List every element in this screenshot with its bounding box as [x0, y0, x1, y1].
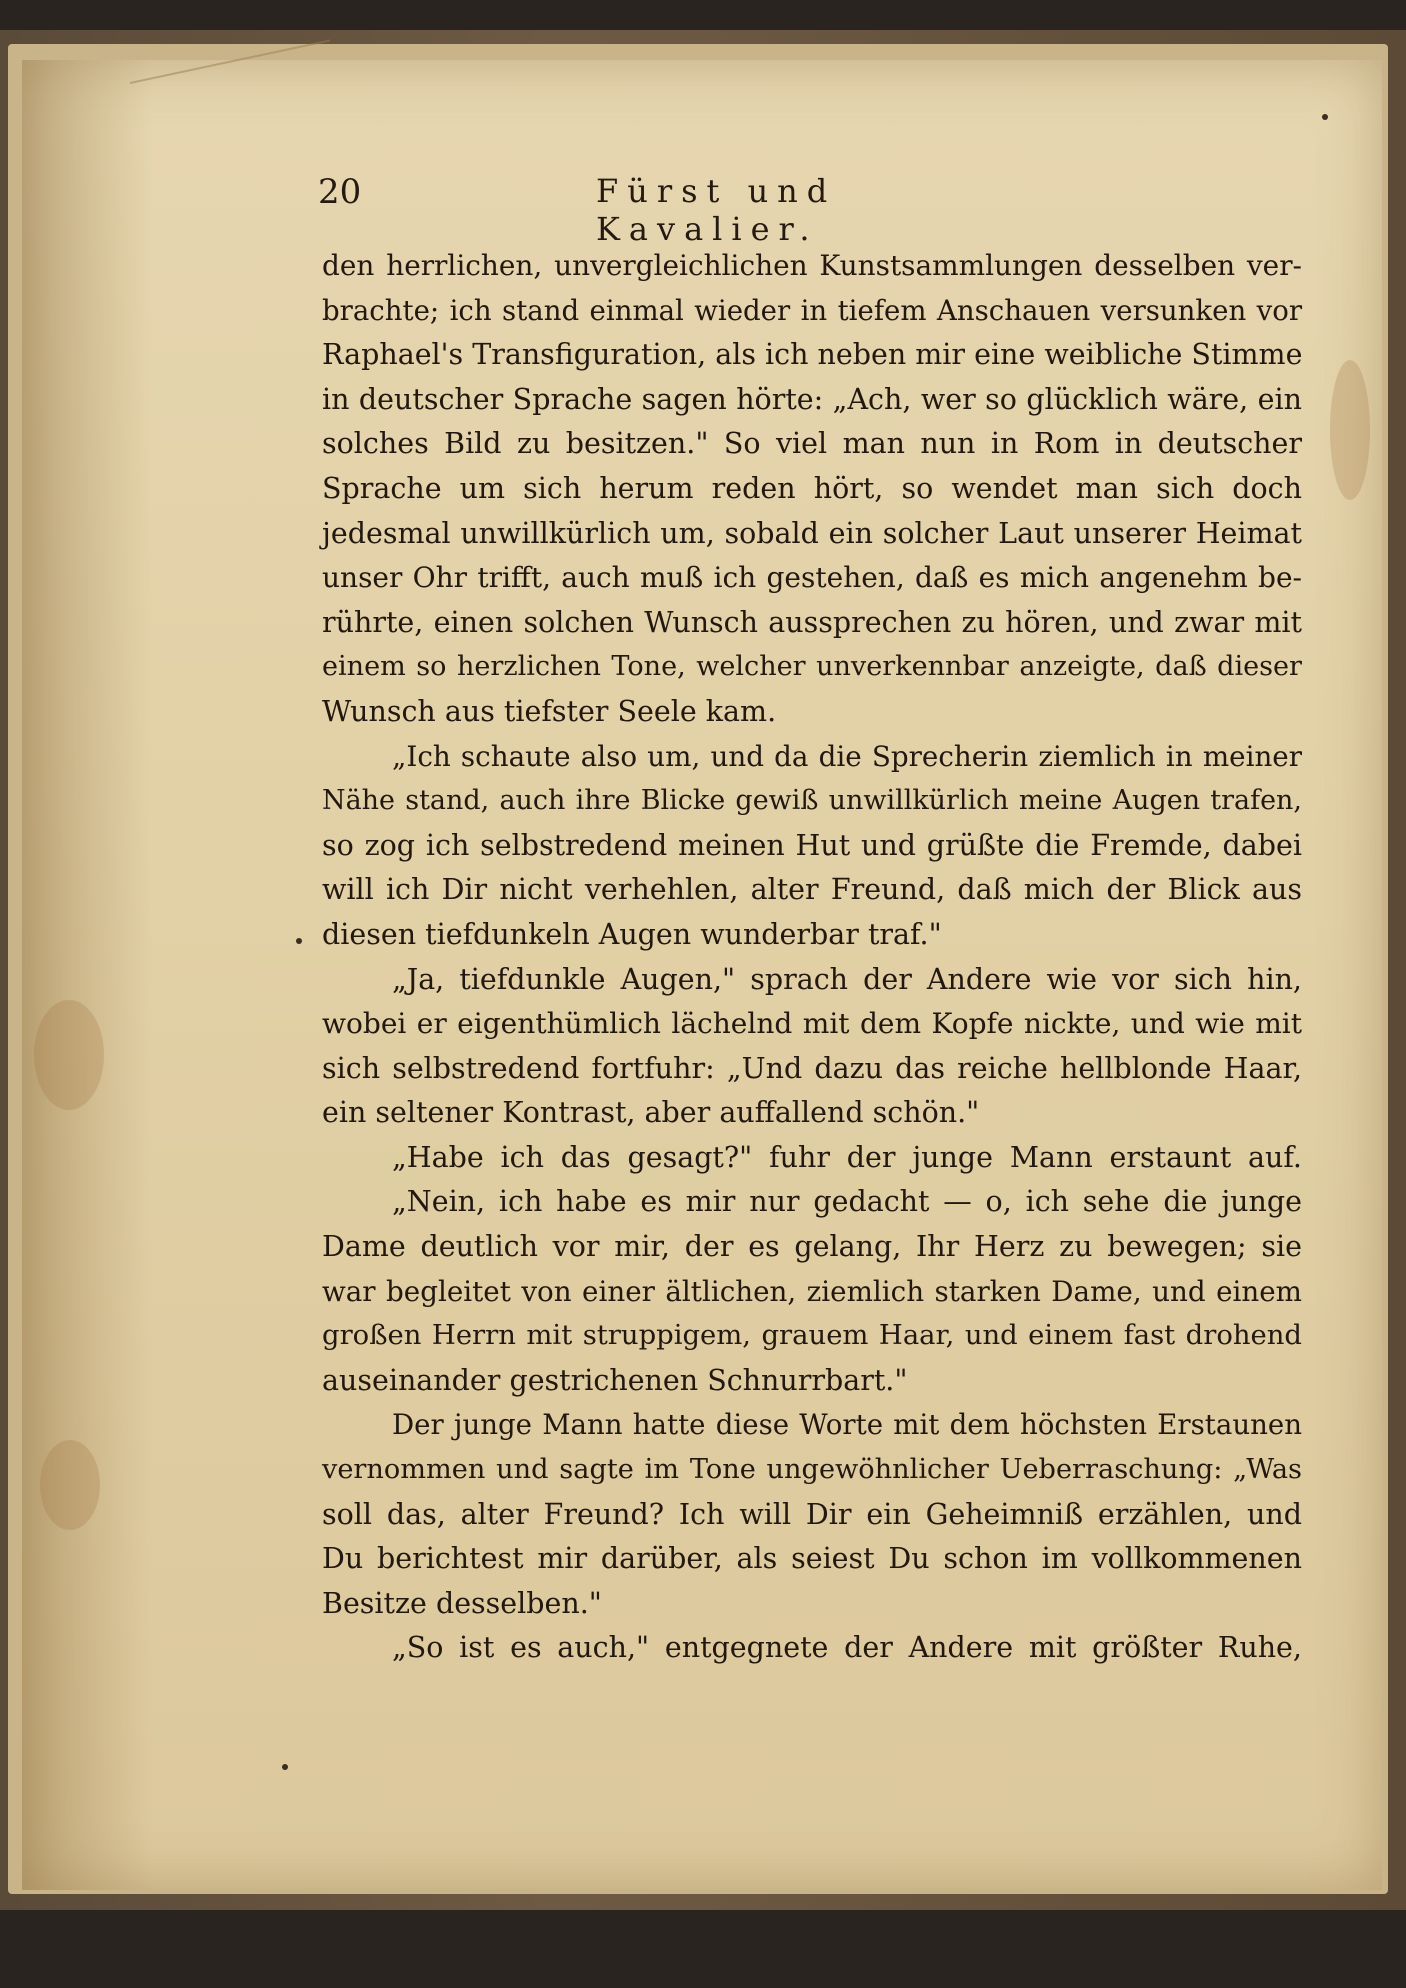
text-line: „So ist es auch," entgegnete der Andere mit größter Ruhe,	[392, 1631, 1302, 1665]
text-line: soll das, alter Freund? Ich will Dir ein Geheimniß erzählen, und	[322, 1497, 1302, 1531]
text-line: Der junge Mann hatte diese Worte mit dem höchsten Erstaunen	[392, 1408, 1302, 1442]
page-shadow-left	[22, 60, 152, 1890]
paper-stain	[40, 1440, 100, 1530]
text-line: Raphael's Transfiguration, als ich neben mir eine weibliche Stimme	[322, 338, 1303, 372]
running-title: Fürst und Kavalier.	[596, 172, 837, 248]
paper-stain	[34, 1000, 104, 1110]
body-text	[322, 244, 1302, 1671]
text-line: auseinander gestrichenen Schnurrbart."	[322, 1363, 908, 1397]
page-number: 20	[318, 172, 362, 212]
text-line: „Habe ich das gesagt?" fuhr der junge Mann erstaunt auf.	[392, 1140, 1302, 1174]
text-line: ein seltener Kontrast, aber auffallend schön."	[322, 1096, 980, 1130]
ink-speck	[296, 938, 302, 944]
text-line: Wunsch aus tiefster Seele kam.	[322, 694, 777, 728]
text-line: unser Ohr trifft, auch muß ich gestehen, daß es mich angenehm be-	[322, 561, 1302, 595]
text-line: brachte; ich stand einmal wieder in tiefem Anschauen versunken vor	[322, 293, 1302, 327]
text-line: großen Herrn mit struppigem, grauem Haar, und einem fast drohend	[322, 1320, 1302, 1352]
text-line: so zog ich selbstredend meinen Hut und grüßte die Fremde, dabei	[322, 828, 1302, 862]
ink-speck	[1322, 114, 1328, 120]
text-line: Dame deutlich vor mir, der es gelang, Ihr Herz zu bewegen; sie	[322, 1230, 1302, 1264]
text-line: jedesmal unwillkürlich um, sobald ein solcher Laut unserer Heimat	[322, 516, 1302, 550]
text-line: einem so herzlichen Tone, welcher unverkennbar anzeigte, daß dieser	[322, 651, 1302, 683]
ink-speck	[282, 1764, 288, 1770]
text-line: in deutscher Sprache sagen hörte: „Ach, wer so glücklich wäre, ein	[322, 382, 1302, 416]
text-line: war begleitet von einer ältlichen, ziemlich starken Dame, und einem	[322, 1274, 1302, 1308]
text-line: wobei er eigenthümlich lächelnd mit dem Kopfe nickte, und wie mit	[322, 1007, 1302, 1041]
text-line: Du berichtest mir darüber, als seiest Du schon im vollkommenen	[322, 1542, 1302, 1576]
text-line: diesen tiefdunkeln Augen wunderbar traf."	[322, 917, 942, 951]
page-header	[318, 168, 1038, 248]
text-line: „Ja, tiefdunkle Augen," sprach der Andere wie vor sich hin,	[392, 962, 1302, 996]
text-line: Nähe stand, auch ihre Blicke gewiß unwillkürlich meine Augen trafen,	[322, 785, 1302, 817]
text-line: „Nein, ich habe es mir nur gedacht — o, ich sehe die junge	[392, 1185, 1302, 1219]
text-line: „Ich schaute also um, und da die Sprecherin ziemlich in meiner	[392, 739, 1302, 773]
text-line: vernommen und sagte im Tone ungewöhnlicher Ueberraschung: „Was	[322, 1454, 1302, 1486]
text-line: sich selbstredend fortfuhr: „Und dazu das reiche hellblonde Haar,	[322, 1051, 1302, 1085]
text-line: solches Bild zu besitzen." So viel man nun in Rom in deutscher	[322, 427, 1302, 461]
text-line: den herrlichen, unvergleichlichen Kunstsammlungen desselben ver-	[322, 249, 1302, 282]
text-line: Sprache um sich herum reden hört, so wendet man sich doch	[322, 471, 1302, 505]
paper-stain	[1330, 360, 1370, 500]
text-line: Besitze desselben."	[322, 1586, 602, 1620]
text-line: rührte, einen solchen Wunsch aussprechen zu hören, und zwar mit	[322, 605, 1302, 639]
text-line: will ich Dir nicht verhehlen, alter Freund, daß mich der Blick aus	[322, 873, 1302, 907]
